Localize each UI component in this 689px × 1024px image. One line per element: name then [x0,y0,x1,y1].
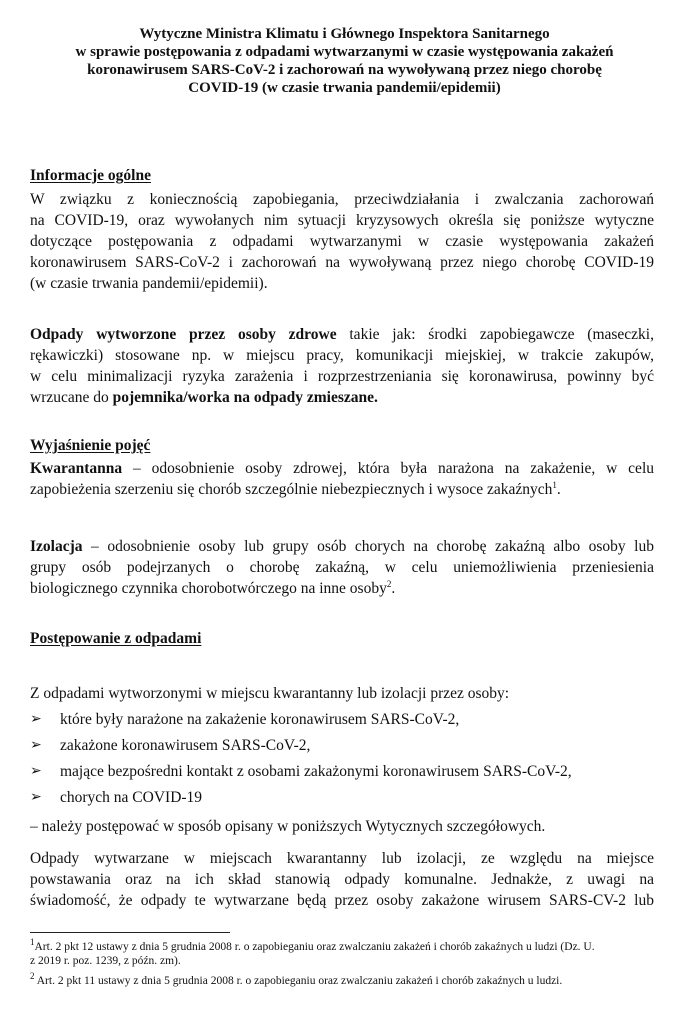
paragraph-line: w celu minimalizacji ryzyka zarażenia i rozprzestrzeniania się koronawirusa, powinny być [30,368,654,385]
list-item [30,759,572,785]
text-span: zapobieżenia szerzeniu się chorób szczególnie niebezpiecznych i wysoce zakaźnych [30,481,553,498]
text-span: – odosobnienie osoby zdrowej, która była narażona na zakażenie, w celu [122,460,654,477]
title-line: COVID-19 (w czasie trwania pandemii/epidemii) [188,80,501,96]
arrow-bullet-icon: ➢ [30,738,42,753]
footnote-divider [30,932,230,933]
document-title [30,25,659,97]
footnote-text: Art. 2 pkt 12 ustawy z dnia 5 grudnia 2008 r. o zapobieganiu oraz zwalczaniu zakażeń i chorób zakaźnych u ludzi (Dz. U. [34,941,595,953]
list-item-text: zakażone koronawirusem SARS-CoV-2, [60,737,311,754]
paragraph-line: Odpady wytwarzane w miejscach kwarantanny lub izolacji, ze względu na miejsce [30,850,654,867]
footnote-mark: 2 [30,971,35,982]
paragraph-line [30,479,654,500]
list-item [30,707,572,733]
heading-wyjasnienie-pojec: Wyjaśnienie pojęć [30,437,151,454]
paragraph-line: na COVID-19, oraz wywołanych nim sytuacji kryzysowych określa się poniższe wytyczne [30,212,654,229]
list-item [30,733,572,759]
paragraph-healthy-waste [30,324,654,408]
title-line: Wytyczne Ministra Klimatu i Głównego Inspektora Sanitarnego [139,26,550,42]
text-span: – odosobnienie osoby lub grupy osób chorych na chorobę zakaźną albo osoby lub [82,538,654,555]
paragraph-line [30,387,654,408]
text-span: . [556,481,561,498]
paragraph-procedure-note: – należy postępować w sposób opisany w poniższych Wytycznych szczegółowych. [30,818,546,835]
text-span: . [391,580,396,597]
paragraph-line: W związku z koniecznością zapobiegania, przeciwdziałania i zwalczania zachorowań [30,191,654,208]
paragraph-line: (w czasie trwania pandemii/epidemii). [30,275,268,292]
paragraph-line [30,324,654,345]
term-kwarantanna: Kwarantanna [30,460,123,477]
paragraph-line: świadomość, że odpady te wytwarzane będą przez osoby zakażone wirusem SARS-CV-2 lub [30,892,654,909]
term-izolacja: Izolacja [30,538,83,555]
paragraph-intro [30,189,654,294]
bold-phrase: pojemnika/worka na odpady zmieszane. [112,389,378,406]
paragraph-line: koronawirusem SARS-CoV-2 i zachorowań na wywoływaną przez niego chorobę COVID-19 [30,254,654,271]
arrow-bullet-icon: ➢ [30,764,42,779]
paragraph-line: powstawania oraz na ich skład stanowią odpady komunalne. Jednakże, z uwagi na [30,871,654,888]
heading-informacje-ogolne: Informacje ogólne [30,167,151,184]
text-span: biologicznego czynnika chorobotwórczego na inne osoby [30,580,387,597]
text-span: takie jak: środki zapobiegawcze (maseczki, [336,326,654,343]
paragraph-line [30,578,654,599]
footnote-2 [30,971,660,988]
list-item-text: chorych na COVID-19 [60,789,203,806]
heading-postepowanie-z-odpadami: Postępowanie z odpadami [30,630,202,647]
footnote-ref[interactable]: 2 [386,578,392,589]
paragraph-line: rękawiczki) stosowane np. w miejscu pracy, komunikacji miejskiej, w trakcie zakupów, [30,347,654,364]
paragraph-izolacja [30,536,654,599]
title-line: w sprawie postępowania z odpadami wytwarzanymi w czasie występowania zakażeń [75,44,614,60]
footnote-line [30,971,660,988]
footnote-1 [30,937,660,968]
title-line: koronawirusem SARS-CoV-2 i zachorowań na wywoływaną przez niego chorobę [87,62,602,78]
bold-phrase: Odpady wytworzone przez osoby zdrowe [30,326,337,343]
paragraph-line [30,458,654,479]
arrow-bullet-icon: ➢ [30,790,42,805]
text-span: wrzucane do [30,389,113,406]
paragraph-quarantine-waste [30,848,654,911]
footnote-line: z 2019 r. poz. 1239, z późn. zm). [30,955,181,967]
arrow-bullet-icon: ➢ [30,712,42,727]
footnote-line [30,937,660,954]
paragraph-line: dotyczące postępowania z odpadami wytwarzanymi w czasie występowania zakażeń [30,233,654,250]
list-item [30,785,572,811]
paragraph-line [30,536,654,557]
list-item-text: które były narażone na zakażenie koronawirusem SARS-CoV-2, [60,711,460,728]
list-item-text: mające bezpośredni kontakt z osobami zakażonymi koronawirusem SARS-CoV-2, [60,763,572,780]
footnote-text: Art. 2 pkt 11 ustawy z dnia 5 grudnia 2008 r. o zapobieganiu oraz zwalczaniu zakażeń i chorób zakaźnych u ludzi. [34,975,563,987]
paragraph-waste-intro: Z odpadami wytworzonymi w miejscu kwarantanny lub izolacji przez osoby: [30,685,510,702]
footnote-mark: 1 [30,937,35,948]
paragraph-line: grupy osób podejrzanych o chorobę zakaźną, w celu uniemożliwienia przeniesienia [30,559,654,576]
bullet-list [30,707,572,811]
paragraph-kwarantanna [30,458,654,500]
footnote-ref[interactable]: 1 [552,479,557,490]
